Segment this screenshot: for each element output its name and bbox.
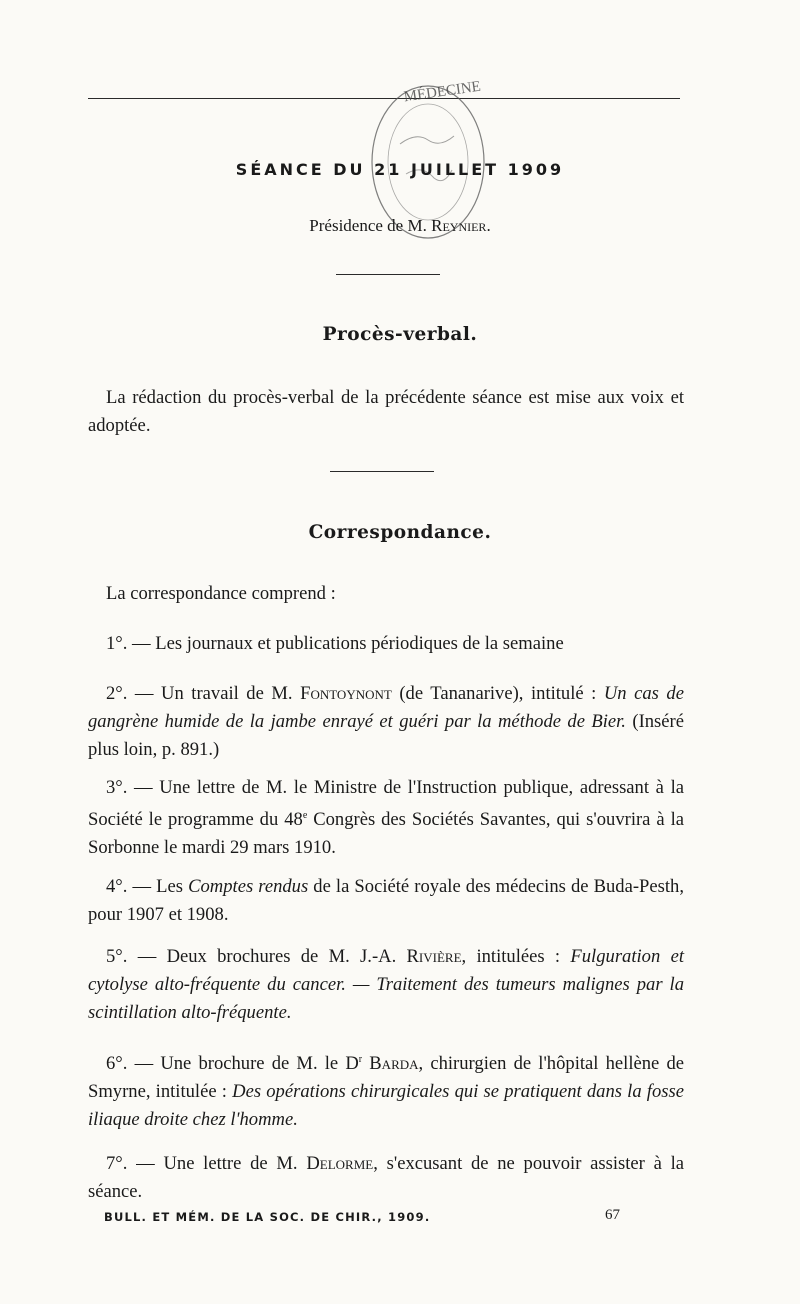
presidence-line (0, 216, 800, 236)
list-item-3: 3°. — Une lettre de M. le Ministre de l'Instruction publique, adressant à la Société le programme du 48e Congrès des Sociétés Savantes, qui s'ouvrira à la Sorbonne le mardi 29 mars 1910. (88, 777, 684, 859)
section-title-correspondance: Correspondance. (308, 522, 492, 543)
stamp-text: MÉDECINE (402, 78, 482, 106)
presidence-prefix: Présidence de M. (309, 216, 427, 235)
list-item-7: 7°. — Une lettre de M. Delorme, s'excusant de ne pouvoir assister à la séance. (88, 1153, 685, 1202)
list-item-5: 5°. — Deux brochures de M. J.-A. Rivière, intitulées : Fulguration et cytolyse alto-fréquente du cancer. — Traitement des tumeurs malignes par la scintillation alto-fréquente. (88, 946, 684, 1023)
correspondance-intro: La correspondance comprend : (106, 583, 336, 604)
section-title-proces-verbal: Procès-verbal. (322, 324, 478, 345)
list-item-1: 1°. — Les journaux et publications périodiques de la semaine (106, 633, 564, 654)
separator-rule-2 (330, 471, 434, 472)
proces-verbal-text: La rédaction du procès-verbal de la précédente séance est mise aux voix et adoptée. (88, 387, 684, 436)
page-number: 67 (605, 1207, 620, 1223)
list-item-2: 2°. — Un travail de M. Fontoynont (de Tananarive), intitulé : Un cas de gangrène humide de la jambe enrayé et guéri par la méthode de Bier. (Inséré plus loin, p. 891.) (88, 683, 684, 760)
seance-title: SÉANCE DU 21 JUILLET 1909 (235, 160, 565, 179)
footer-journal: BULL. ET MÉM. DE LA SOC. DE CHIR., 1909. (104, 1210, 431, 1224)
separator-rule-1 (336, 274, 440, 275)
president-name: Reynier. (431, 216, 491, 235)
list-item-6: 6°. — Une brochure de M. le $D^r$ Barda, chirurgien de l'hôpital hellène de Smyrne, intitulée : Des opérations chirurgicales qui se pratiquent dans la fosse iliaque droite chez l'homme. (88, 1053, 685, 1131)
list-item-4: 4°. — Les Comptes rendus de la Société royale des médecins de Buda-Pesth, pour 1907 et 1908. (88, 876, 684, 925)
